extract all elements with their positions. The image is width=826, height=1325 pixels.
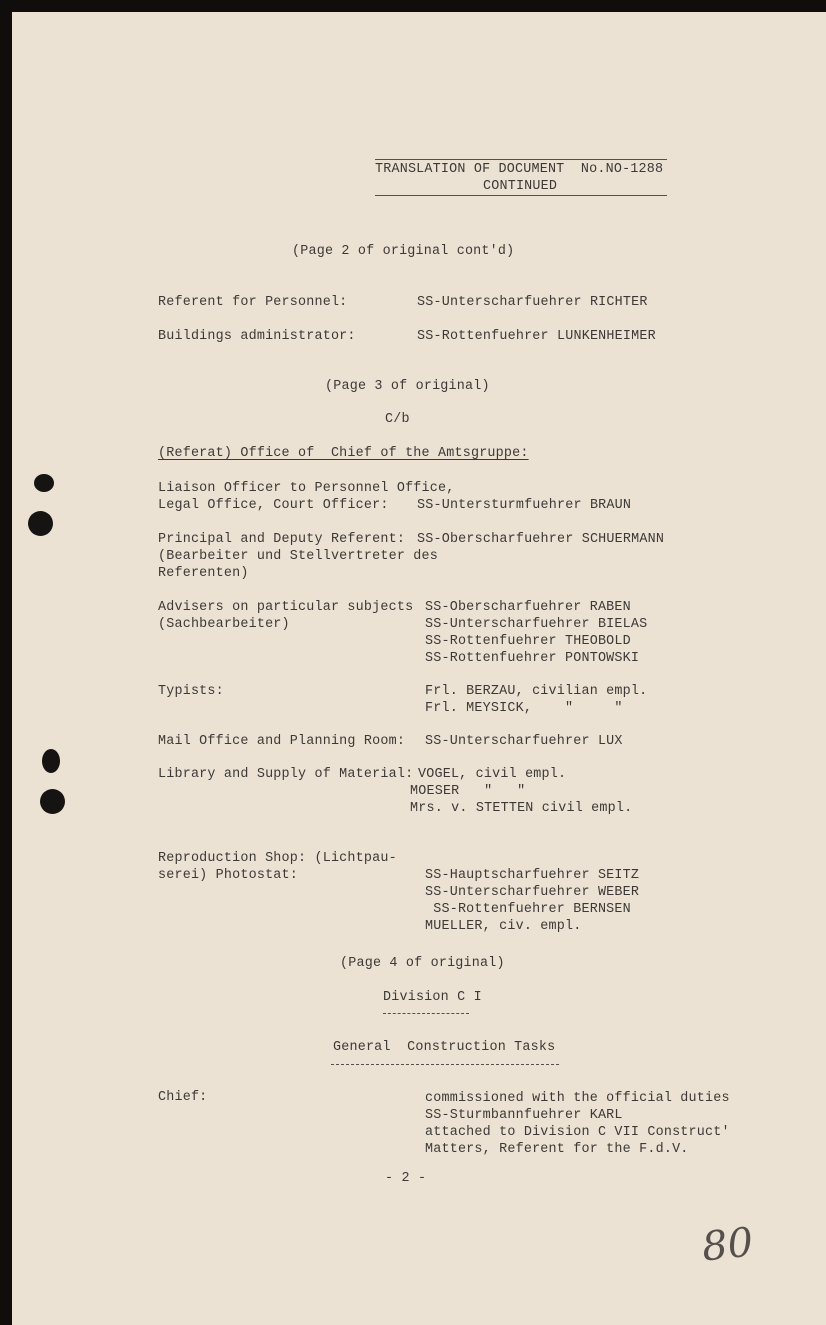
handwritten-page-number: 80 bbox=[699, 1219, 756, 1271]
repro-line1: Reproduction Shop: (Lichtpau- bbox=[158, 851, 397, 866]
liaison-line1: Liaison Officer to Personnel Office, bbox=[158, 481, 455, 496]
repro-3: SS-Rottenfuehrer BERNSEN bbox=[425, 902, 631, 917]
document-title: TRANSLATION OF DOCUMENT No.NO-1288 bbox=[375, 162, 664, 177]
repro-4: MUELLER, civ. empl. bbox=[425, 919, 582, 934]
principal-value: SS-Oberscharfuehrer SCHUERMANN bbox=[417, 532, 665, 547]
advisers-sub: (Sachbearbeiter) bbox=[158, 617, 290, 632]
page-number: - 2 - bbox=[385, 1171, 427, 1186]
library-label: Library and Supply of Material: bbox=[158, 767, 414, 782]
division-title: Division C I bbox=[383, 990, 482, 1005]
chief-3: attached to Division C VII Construct' bbox=[425, 1125, 730, 1140]
liaison-value: SS-Untersturmfuehrer BRAUN bbox=[417, 498, 632, 513]
library-3: Mrs. v. STETTEN civil empl. bbox=[410, 801, 633, 816]
chief-4: Matters, Referent for the F.d.V. bbox=[425, 1142, 689, 1157]
punch-hole-4 bbox=[40, 789, 65, 814]
page2-note: (Page 2 of original cont'd) bbox=[292, 244, 515, 259]
library-2: MOESER " " bbox=[410, 784, 526, 799]
principal-line1: Principal and Deputy Referent: bbox=[158, 532, 406, 547]
typist-2: Frl. MEYSICK, " " bbox=[425, 701, 623, 716]
punch-hole-2 bbox=[28, 511, 53, 536]
typist-1: Frl. BERZAU, civilian empl. bbox=[425, 684, 648, 699]
buildings-value: SS-Rottenfuehrer LUNKENHEIMER bbox=[417, 329, 656, 344]
document-subtitle: CONTINUED bbox=[483, 179, 558, 194]
adviser-2: SS-Unterscharfuehrer BIELAS bbox=[425, 617, 648, 632]
division-rule bbox=[383, 1013, 469, 1014]
document-page bbox=[12, 12, 826, 1325]
general-tasks-rule bbox=[331, 1064, 559, 1065]
referent-label: Referent for Personnel: bbox=[158, 295, 348, 310]
typists-label: Typists: bbox=[158, 684, 224, 699]
buildings-label: Buildings administrator: bbox=[158, 329, 356, 344]
office-heading: (Referat) Office of Chief of the Amtsgruppe: bbox=[158, 446, 529, 461]
principal-line2: (Bearbeiter und Stellvertreter des bbox=[158, 549, 439, 564]
adviser-1: SS-Oberscharfuehrer RABEN bbox=[425, 600, 631, 615]
mail-label: Mail Office and Planning Room: bbox=[158, 734, 406, 749]
page4-note: (Page 4 of original) bbox=[340, 956, 505, 971]
adviser-4: SS-Rottenfuehrer PONTOWSKI bbox=[425, 651, 640, 666]
page3-note: (Page 3 of original) bbox=[325, 379, 490, 394]
advisers-label: Advisers on particular subjects bbox=[158, 600, 414, 615]
referent-value: SS-Unterscharfuehrer RICHTER bbox=[417, 295, 648, 310]
punch-hole-1 bbox=[34, 474, 54, 492]
chief-1: commissioned with the official duties bbox=[425, 1091, 730, 1106]
library-1: VOGEL, civil empl. bbox=[418, 767, 567, 782]
repro-line2: serei) Photostat: bbox=[158, 868, 299, 883]
liaison-line2: Legal Office, Court Officer: bbox=[158, 498, 389, 513]
title-rule-top bbox=[375, 159, 667, 160]
mail-value: SS-Unterscharfuehrer LUX bbox=[425, 734, 623, 749]
punch-hole-3 bbox=[42, 749, 60, 773]
principal-line3: Referenten) bbox=[158, 566, 249, 581]
title-rule-bottom bbox=[375, 195, 667, 196]
chief-2: SS-Sturmbannfuehrer KARL bbox=[425, 1108, 623, 1123]
adviser-3: SS-Rottenfuehrer THEOBOLD bbox=[425, 634, 631, 649]
chief-label: Chief: bbox=[158, 1090, 208, 1105]
repro-2: SS-Unterscharfuehrer WEBER bbox=[425, 885, 640, 900]
repro-1: SS-Hauptscharfuehrer SEITZ bbox=[425, 868, 640, 883]
cb-label: C/b bbox=[385, 412, 410, 427]
general-tasks-title: General Construction Tasks bbox=[333, 1040, 556, 1055]
